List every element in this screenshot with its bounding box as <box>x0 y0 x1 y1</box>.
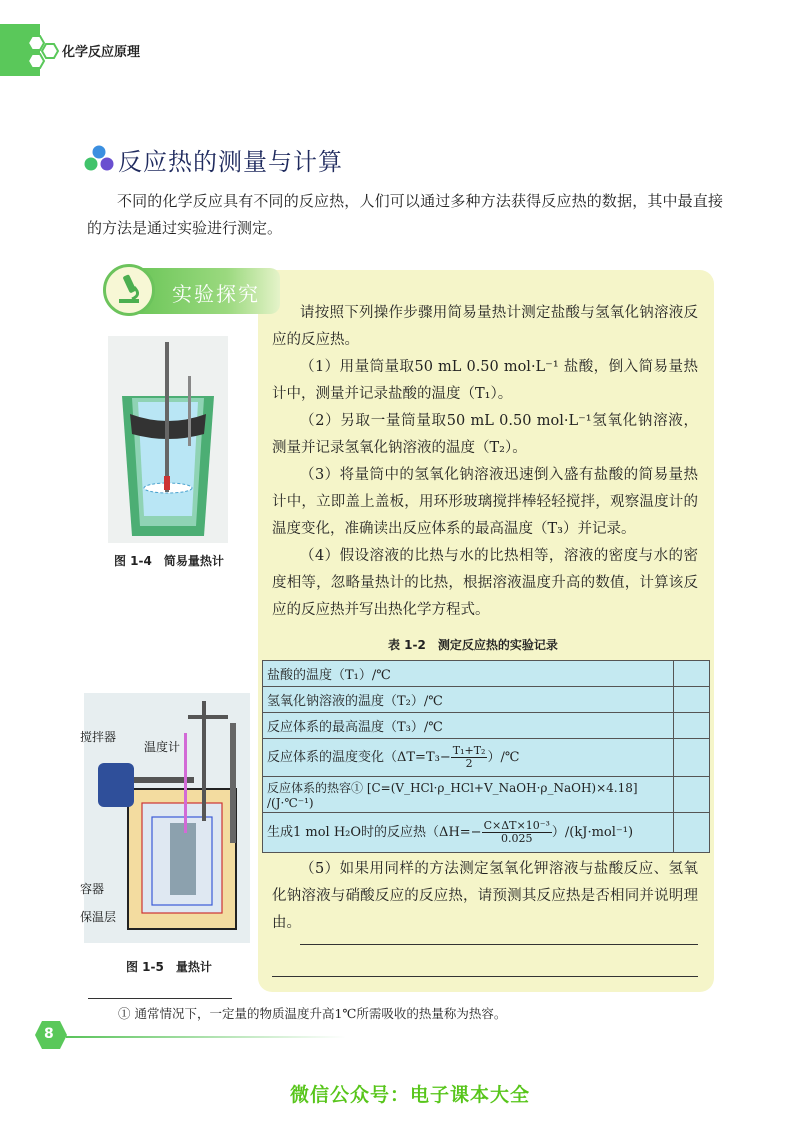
simple-calorimeter-figure <box>108 336 228 543</box>
answer-line[interactable] <box>272 976 698 977</box>
microscope-badge-icon <box>103 264 155 316</box>
table-row <box>263 777 710 813</box>
fraction-numerator: C×ΔT×10⁻³ <box>483 819 550 832</box>
row-label-delta-t <box>263 739 674 777</box>
footnote-rule <box>88 998 232 999</box>
reaction-heat-suffix: ）/(kJ·mol⁻¹) <box>551 825 634 840</box>
delta-t-prefix: 反应体系的温度变化（ΔT=T₃− <box>267 750 451 765</box>
label-insulation: 保温层 <box>80 910 117 924</box>
fraction-denominator: 2 <box>465 757 473 770</box>
footnote: ① 通常情况下，一定量的物质温度升高1℃所需吸收的热量称为热容。 <box>118 1006 507 1021</box>
value-cell[interactable] <box>674 713 710 739</box>
label-stirrer: 搅拌器 <box>80 730 117 744</box>
table-row <box>263 661 710 687</box>
step-4: （4）假设溶液的比热与水的比热相等，溶液的密度与水的密度相等，忽略量热计的比热，根据溶液温度升高的数值，计算该反应的反应热并写出热化学方程式。 <box>272 548 698 618</box>
hexagon-logo-icon <box>22 34 64 72</box>
table-row <box>263 739 710 777</box>
value-cell[interactable] <box>674 739 710 777</box>
row-label-t3: 反应体系的最高温度（T₃）/℃ <box>263 713 674 739</box>
delta-t-suffix: ）/℃ <box>487 750 520 765</box>
page-rule <box>66 1036 346 1038</box>
answer-line[interactable] <box>300 944 698 945</box>
value-cell[interactable] <box>674 661 710 687</box>
table-row <box>263 713 710 739</box>
chapter-title: 化学反应原理 <box>62 45 141 60</box>
row-label-heat-capacity: 反应体系的热容① [C=(V_HCl·ρ_HCl+V_NaOH·ρ_NaOH)×4.18] /(J·℃⁻¹) <box>263 777 674 813</box>
experiment-record-table <box>262 660 710 853</box>
step-intro: 请按照下列操作步骤用简易量热计测定盐酸与氢氧化钠溶液反应的反应热。 <box>272 305 698 348</box>
fraction <box>482 820 552 845</box>
table-caption: 表 1-2 测定反应热的实验记录 <box>388 638 558 652</box>
table-row <box>263 687 710 713</box>
question-5: （5）如果用同样的方法测定氢氧化钾溶液与盐酸反应、氢氧化钠溶液与硝酸反应的反应热，请预测其反应热是否相同并说明理由。 <box>272 861 698 931</box>
step-1: （1）用量筒量取50 mL 0.50 mol·L⁻¹ 盐酸，倒入简易量热计中，测量并记录盐酸的温度（T₁）。 <box>272 359 698 402</box>
reaction-heat-prefix: 生成1 mol H₂O时的反应热（ΔH=− <box>267 825 482 840</box>
step-2: （2）另取一量筒量取50 mL 0.50 mol·L⁻¹氢氧化钠溶液，测量并记录氢氧化钠溶液的温度（T₂）。 <box>272 413 698 456</box>
value-cell[interactable] <box>674 687 710 713</box>
three-circles-icon <box>83 145 115 173</box>
step-3: （3）将量筒中的氢氧化钠溶液迅速倒入盛有盐酸的简易量热计中，立即盖上盖板，用环形玻璃搅拌棒轻轻搅拌，观察温度计的温度变化，准确读出反应体系的最高温度（T₃）并记录。 <box>272 467 698 537</box>
row-label-reaction-heat <box>263 813 674 853</box>
experiment-label: 实验探究 <box>172 282 260 306</box>
row-label-t2: 氢氧化钠溶液的温度（T₂）/℃ <box>263 687 674 713</box>
row-label-t1: 盐酸的温度（T₁）/℃ <box>263 661 674 687</box>
intro-paragraph: 不同的化学反应具有不同的反应热，人们可以通过多种方法获得反应热的数据，其中最直接的方法是通过实验进行测定。 <box>87 192 723 237</box>
fraction-denominator: 0.025 <box>501 832 533 845</box>
fraction-numerator: T₁+T₂ <box>452 744 486 757</box>
page-number: 8 <box>44 1026 54 1042</box>
value-cell[interactable] <box>674 777 710 813</box>
experiment-steps <box>272 300 698 624</box>
figure-1-4-caption: 图 1-4 简易量热计 <box>114 554 224 568</box>
table-row <box>263 813 710 853</box>
label-thermometer: 温度计 <box>144 740 181 754</box>
label-container: 容器 <box>80 882 105 896</box>
value-cell[interactable] <box>674 813 710 853</box>
fraction <box>451 745 488 770</box>
section-title: 反应热的测量与计算 <box>118 148 343 176</box>
figure-1-5-caption: 图 1-5 量热计 <box>126 960 212 974</box>
watermark: 微信公众号：电子课本大全 <box>290 1084 531 1106</box>
